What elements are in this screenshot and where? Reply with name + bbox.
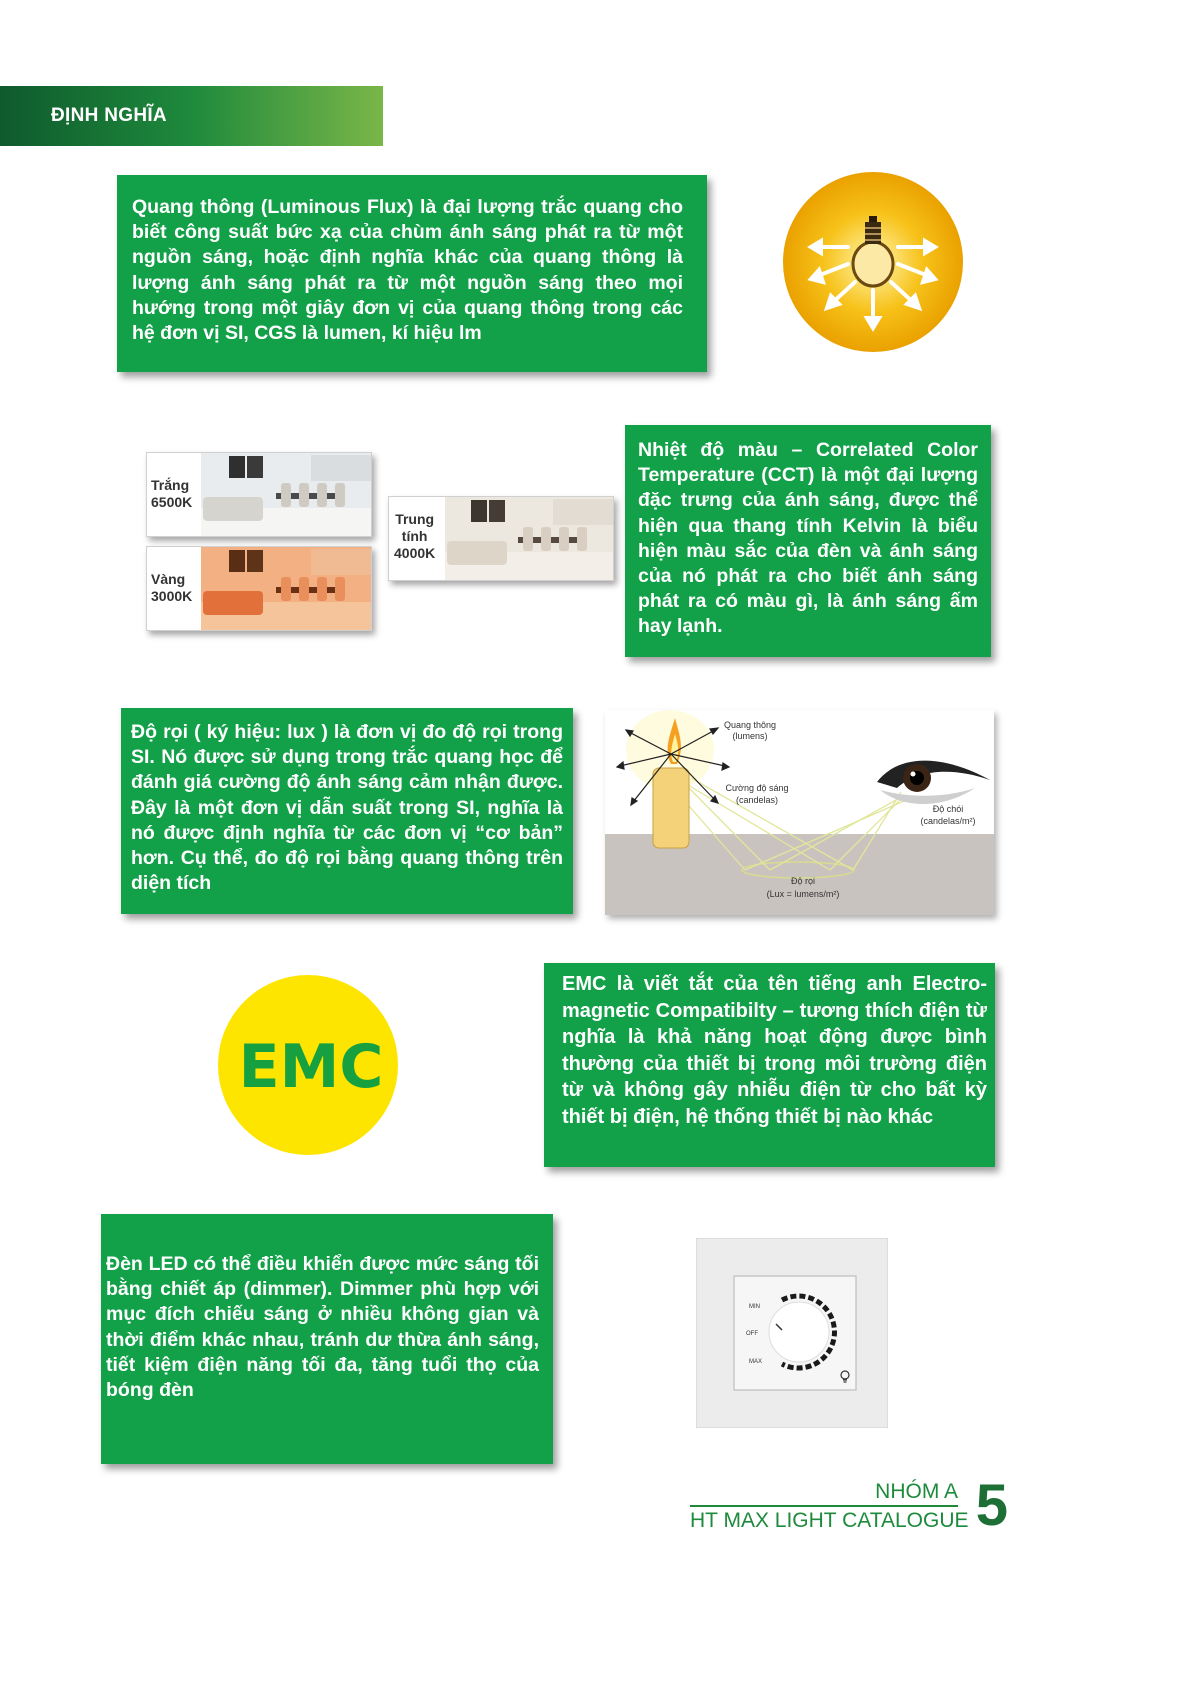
dimmer-definition: Đèn LED có thể điều khiển được mức sáng tối bằng chiết áp (dimmer). Dimmer phù hợp với mục đích chiếu sáng ở nhiều không gian và thời điểm khác nhau, tránh dư thừa ánh sáng, tiết kiệm điện năng tối đa, tăng tuổi thọ của bóng đèn — [101, 1214, 553, 1464]
flux-unit: (lumens) — [732, 731, 768, 741]
illuminance-unit: (Lux = lumens/m²) — [766, 889, 840, 899]
cct-sample-kelvin: 4000K — [394, 545, 436, 561]
cct-sample-name: Vàng — [151, 571, 186, 587]
section-title: ĐỊNH NGHĨA — [51, 105, 167, 126]
light-bulb-icon — [783, 172, 963, 352]
dimmer-switch-illustration — [696, 1238, 888, 1428]
emc-definition: EMC là viết tắt của tên tiếng anh Electro-magnetic Compatibilty – tương thích điện từ nghĩa là khả năng hoạt động được bình thường của thiết bị trong môi trường điện từ và không gây nhiễu điện từ cho bất kỳ thiết bị điện, hệ thống thiết bị nào khác — [544, 963, 995, 1167]
cct-definition: Nhiệt độ màu – Correlated Color Temperature (CCT) là một đại lượng đặc trưng của ánh sáng, được thể hiện qua thang tính Kelvin là biểu hiện màu sắc của đèn và ánh sáng của nó phát ra cho biết ánh sáng phát ra có màu gì, là ánh sáng ấm hay lạnh. — [625, 425, 991, 657]
page-footer — [690, 1473, 1010, 1540]
cct-sample-kelvin: 3000K — [151, 588, 193, 604]
flux-label: Quang thông — [723, 720, 777, 730]
room-photo-white — [201, 453, 371, 536]
emc-badge — [218, 975, 398, 1155]
footer-divider — [690, 1505, 958, 1507]
footer-group-label: NHÓM A — [875, 1480, 958, 1503]
cct-sample-kelvin: 6500K — [151, 494, 193, 510]
cct-sample-yellow — [146, 546, 372, 631]
cct-sample-name-line2: tính — [401, 528, 428, 544]
dimmer-min-label: MIN — [749, 1304, 760, 1310]
cct-sample-name: Trắng — [151, 477, 190, 493]
lux-definition: Độ rọi ( ký hiệu: lux ) là đơn vị đo độ rọi trong SI. Nó được sử dụng trong trắc quang học để đánh giá cường độ ánh sáng cảm nhận được. Đây là một đơn vị dẫn suất trong SI, nghĩa là nó được định nghĩa từ các đơn vị “cơ bản” hơn. Cụ thể, đo độ rọi bằng quang thông trên diện tích — [121, 708, 573, 914]
illuminance-diagram — [605, 710, 994, 915]
dimmer-off-label: OFF — [746, 1331, 758, 1337]
luminous-flux-definition: Quang thông (Luminous Flux) là đại lượng trắc quang cho biết công suất bức xạ của chùm ánh sáng phát ra từ một nguồn sáng, hoặc định nghĩa khác của quang thông là lượng ánh sáng phát ra từ một nguồn sáng theo mọi hướng trong một giây đơn vị của quang thông trong các hệ đơn vị SI, CGS là lumen, kí hiệu lm — [117, 175, 707, 372]
cct-sample-name-line1: Trung — [395, 511, 435, 527]
cct-sample-white — [146, 452, 372, 537]
intensity-unit: (candelas) — [735, 795, 779, 805]
dimmer-max-label: MAX — [749, 1359, 763, 1365]
cct-sample-neutral — [388, 496, 614, 581]
intensity-label: Cường độ sáng — [725, 783, 789, 793]
illuminance-label: Độ rọi — [790, 876, 816, 886]
emc-badge-text: EMC — [238, 1032, 384, 1102]
footer-catalogue-title: HT MAX LIGHT CATALOGUE — [690, 1509, 969, 1532]
room-photo-warm — [201, 547, 371, 630]
luminance-label: Độ chói — [932, 804, 964, 814]
luminance-unit: (candelas/m²) — [920, 816, 976, 826]
room-photo-neutral — [445, 497, 613, 580]
page-number: 5 — [975, 1473, 1008, 1538]
section-header-bar — [0, 86, 383, 146]
